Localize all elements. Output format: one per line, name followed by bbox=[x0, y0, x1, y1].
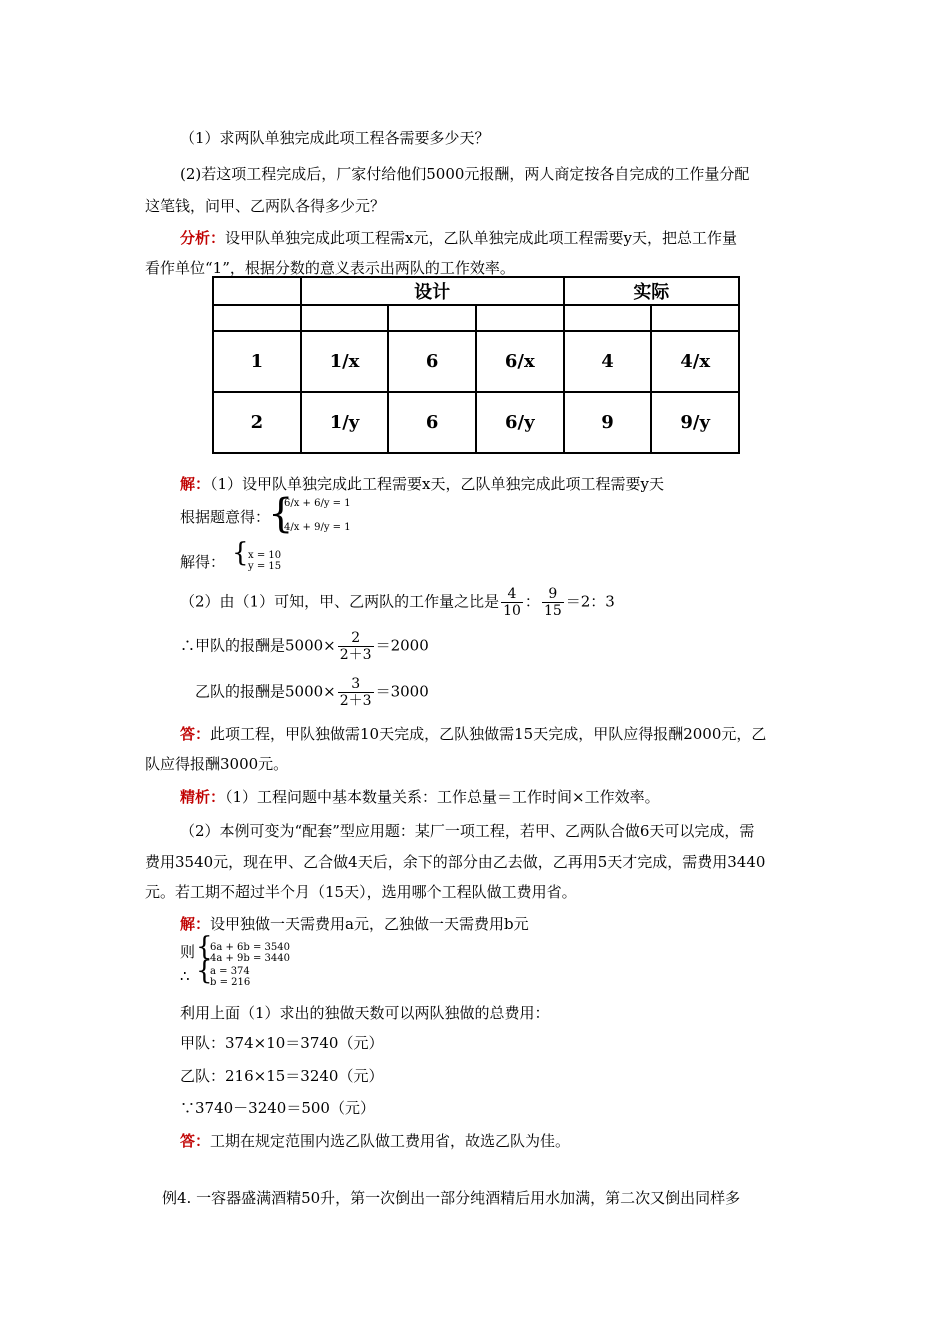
solution2-line-1 bbox=[180, 914, 529, 934]
solution-line-1 bbox=[180, 474, 664, 494]
table-cell: 6/y bbox=[476, 392, 564, 453]
analysis-text-1: 设甲队单独完成此项工程需x元，乙队单独完成此项工程需要y天，把总工作量 bbox=[225, 229, 737, 247]
answer-text-1: 此项工程，甲队独做需10天完成，乙队独做需15天完成，甲队应得报酬2000元，乙 bbox=[210, 725, 767, 743]
analysis-line-1 bbox=[180, 228, 737, 248]
solution2-line-6: 乙队：216×15＝3240（元） bbox=[180, 1067, 384, 1085]
equation-brace-1: { bbox=[268, 491, 294, 537]
solution-line-3: 解得： bbox=[180, 553, 226, 571]
table-cell: 2 bbox=[213, 392, 301, 453]
solution-line-6 bbox=[195, 676, 429, 709]
fraction-denominator: 15 bbox=[543, 603, 562, 619]
solution2-then: 则 bbox=[180, 943, 196, 961]
answer2-text: 工期在规定范围内选乙队做工费用省，故选乙队为佳。 bbox=[210, 1132, 571, 1150]
table-sub-cell bbox=[476, 305, 564, 331]
table-sub-cell bbox=[651, 305, 739, 331]
result-2-top: a = 374 bbox=[210, 966, 250, 977]
table-cell: 9 bbox=[564, 392, 652, 453]
note-text-1: （1）工程问题中基本数量关系：工作总量＝工作时间×工作效率。 bbox=[225, 788, 660, 806]
answer-line-2: 队应得报酬3000元。 bbox=[145, 755, 289, 773]
example-4: 例4. 一容器盛满酒精50升，第一次倒出一部分纯酒精后用水加满，第二次又倒出同样多 bbox=[162, 1189, 741, 1207]
table-sub-cell bbox=[564, 305, 652, 331]
result-2-bottom: b = 216 bbox=[210, 977, 251, 988]
fraction-numerator: 3 bbox=[351, 676, 361, 692]
solution2-line-5: 甲队：374×10＝3740（元） bbox=[180, 1034, 384, 1052]
solution2-line-7: ∵3740－3240＝500（元） bbox=[180, 1099, 375, 1117]
fraction-numerator: 9 bbox=[548, 586, 558, 602]
equation-1-bottom: 4/x + 9/y = 1 bbox=[284, 522, 351, 533]
table-sub-cell bbox=[301, 305, 389, 331]
equation-1-top: 6/x + 6/y = 1 bbox=[284, 498, 351, 509]
table-sub-cell bbox=[388, 305, 476, 331]
note-label: 精析： bbox=[180, 788, 226, 806]
fraction-ratio-1 bbox=[501, 586, 523, 619]
solution-line-5 bbox=[180, 630, 429, 663]
fraction-denominator: 2＋3 bbox=[339, 693, 372, 709]
table-cell: 4 bbox=[564, 331, 652, 392]
table-cell: 9/y bbox=[651, 392, 739, 453]
table-cell: 1/x bbox=[301, 331, 389, 392]
equation-2-top: 6a + 6b = 3540 bbox=[210, 942, 291, 953]
solution-result-5: ＝2000 bbox=[375, 636, 429, 655]
table-cell: 6/x bbox=[476, 331, 564, 392]
table-corner bbox=[213, 277, 301, 305]
table-cell: 6 bbox=[388, 392, 476, 453]
fraction-ratio-2 bbox=[542, 586, 564, 619]
solution-result-6: ＝3000 bbox=[375, 682, 429, 701]
answer2-line bbox=[180, 1131, 570, 1151]
solution2-label: 解： bbox=[180, 915, 211, 933]
note-line-1 bbox=[180, 787, 660, 807]
solution-label: 解： bbox=[180, 475, 211, 493]
question-2-line-2: 这笔钱，问甲、乙两队各得多少元？ bbox=[145, 197, 386, 215]
analysis-label: 分析： bbox=[180, 229, 226, 247]
note-line-3: 费用3540元，现在甲、乙合做4天后，余下的部分由乙去做，乙再用5天才完成，需费用3440 bbox=[145, 853, 766, 871]
solution-text-1: （1）设甲队单独完成此工程需要x天，乙队单独完成此项工程需要y天 bbox=[210, 475, 664, 493]
equation-brace-2: { bbox=[196, 932, 213, 962]
solution-text-4b: ＝2：3 bbox=[565, 592, 615, 611]
solution2-therefore: ∴ bbox=[180, 967, 190, 985]
fraction-numerator: 4 bbox=[507, 586, 517, 602]
note-line-2: （2）本例可变为“配套”型应用题：某厂一项工程，若甲、乙两队合做6天可以完成，需 bbox=[180, 822, 755, 840]
equation-2-bottom: 4a + 9b = 3440 bbox=[210, 953, 291, 964]
note-line-4: 元。若工期不超过半个月（15天），选用哪个工程队做工费用省。 bbox=[145, 883, 577, 901]
fraction-share-a bbox=[338, 630, 374, 663]
table-header-actual: 实际 bbox=[564, 277, 739, 305]
table-cell: 1/y bbox=[301, 392, 389, 453]
answer-line-1 bbox=[180, 724, 766, 744]
solution-line-4 bbox=[180, 586, 615, 619]
question-1: （1）求两队单独完成此项工程各需要多少天？ bbox=[180, 129, 490, 147]
result-1-bottom: y = 15 bbox=[248, 561, 282, 572]
solution-text-4a: （2）由（1）可知，甲、乙两队的工作量之比是 bbox=[180, 592, 500, 611]
table-header-plan: 设计 bbox=[301, 277, 564, 305]
question-2-line-1: (2)若这项工程完成后，厂家付给他们5000元报酬，两人商定按各自完成的工作量分配 bbox=[180, 165, 750, 183]
result-1-top: x = 10 bbox=[248, 550, 282, 561]
fraction-share-b bbox=[338, 676, 374, 709]
table-cell: 4/x bbox=[651, 331, 739, 392]
solution-line-2: 根据题意得： bbox=[180, 508, 271, 526]
solution2-line-4: 利用上面（1）求出的独做天数可以两队独做的总费用： bbox=[180, 1004, 550, 1022]
table-sub-empty bbox=[213, 305, 301, 331]
fraction-denominator: 10 bbox=[503, 603, 521, 619]
work-table bbox=[212, 276, 740, 454]
solution2-text-1: 设甲独做一天需费用a元，乙独做一天需费用b元 bbox=[210, 915, 529, 933]
analysis-line-2: 看作单位“1”，根据分数的意义表示出两队的工作效率。 bbox=[145, 259, 515, 277]
solution-text-6: 乙队的报酬是5000× bbox=[195, 682, 336, 701]
result-brace-2: { bbox=[196, 956, 213, 986]
colon: ： bbox=[524, 592, 540, 611]
solution-text-5: ∴甲队的报酬是5000× bbox=[180, 636, 336, 655]
answer2-label: 答： bbox=[180, 1132, 211, 1150]
answer-label: 答： bbox=[180, 725, 211, 743]
result-brace-1: { bbox=[232, 538, 249, 568]
fraction-numerator: 2 bbox=[351, 630, 361, 646]
table-cell: 1 bbox=[213, 331, 301, 392]
fraction-denominator: 2＋3 bbox=[339, 647, 372, 663]
table-cell: 6 bbox=[388, 331, 476, 392]
